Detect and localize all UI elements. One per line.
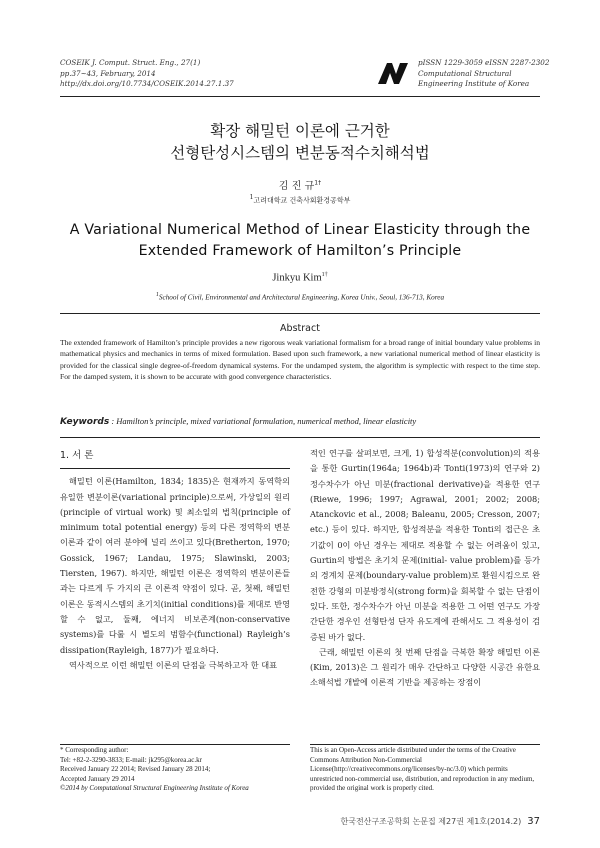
korean-author <box>60 177 540 192</box>
footnote-line: Received January 22 2014; Revised January 28 2014; <box>60 765 211 774</box>
publisher-line: Computational Structural <box>418 68 512 78</box>
english-author <box>60 272 540 284</box>
footer-journal: 한국전산구조공학회 논문집 제27권 제1호(2014.2) <box>340 817 522 826</box>
author-mark: 1† <box>314 179 322 187</box>
journal-issn <box>418 58 549 90</box>
english-title <box>60 220 540 262</box>
header-rule <box>60 96 540 97</box>
publisher-line: Engineering Institute of Korea <box>418 79 530 88</box>
abstract-heading: Abstract <box>280 323 320 334</box>
paragraph: 해밀턴 이론(Hamilton, 1834; 1835)은 현재까지 동역학의 유일한 변분이론(variational principle)으로써, 가상일의 원리(principle of virtual work) 및 최소일의 법칙(principle of minimum total potential energy) 등의 다른 정역학의 변분이론과 같이 여러 분야에 널리 쓰이고 있다(Bretherton, 1970; Gossick, 1967; Landau, 1975; Slawinski, 2003; Tiersten, 1967). 하지만, 해밀턴 이론은 정역학의 변분이론들과는 다르게 두 가지의 큰 이론적 약점이 있다. 곧, 첫째, 해밀턴 이론은 동적시스템의 초기치(initial conditions)를 제대로 반영할 수 없고, 둘째, 에너지 비보존계(non-conservative systems)를 다룰 시 별도의 범함수(functional) Rayleigh’s dissipation(Rayleigh, 1877)가 필요하다. <box>60 476 290 655</box>
footnote-line: * Corresponding author: <box>60 746 129 754</box>
english-title-line: A Variational Numerical Method of Linear Elasticity through the <box>69 222 531 238</box>
author-mark: 1† <box>321 272 328 278</box>
affil-mark: 1 <box>155 292 159 298</box>
page-footer <box>300 816 540 827</box>
footnote-line: Tel: +82-2-3290-3833; E-mail: jk295@korea.ac.kr <box>60 755 202 764</box>
paragraph: 적인 연구를 살펴보면, 크게, 1) 합성적분(convolution)의 적용을 통한 Gurtin(1964a; 1964b)과 Tonti(1973)의 연구와 2) 정수차수가 아닌 미분(fractional derivative)을 적용한 연구(Riewe, 1996; 1997; Agrawal, 2001; 2002; 2008; Atanckovic et al., 2008; Baleanu, 2005; Cresson, 2007; etc.) 등이 있다. 하지만, 합성적분을 적용한 Tonti의 접근은 초기값이 0이 아닌 경우는 제대로 적용할 수 없는 어려움이 있고, Gurtin의 방법은 초기치 문제(initial- value problem)를 등가의 경계치 문제(boundary-value problem)로 환원시킴으로 완전한 강형의 미분방정식(strong form)을 회복할 수 없는 단점이 있다. 또한, 정수차수가 아닌 미분을 적용한 그 어떤 연구도 가장 간단한 경우인 선형탄성 단자 유도계에 관해서도 그 적용성이 검증된 바가 없다. <box>310 448 540 642</box>
korean-title <box>60 120 540 164</box>
author-name: 김 진 규 <box>278 181 315 192</box>
korean-affiliation <box>60 194 540 205</box>
keywords-label: Keywords <box>60 417 110 427</box>
citation-line: COSEIK J. Comput. Struct. Eng., 27(1) <box>60 58 201 67</box>
footnote-line: ©2014 by Computational Structural Engineering Institute of Korea <box>60 784 249 793</box>
body-left-column <box>60 448 290 673</box>
section-heading: 1. 서 론 <box>60 450 94 461</box>
abstract-top-rule <box>60 313 540 314</box>
paragraph: 근래, 해밀턴 이론의 첫 번째 단점을 극복한 확장 해밀턴 이론(Kim, 2013)은 그 원리가 매우 간단하고 다양한 시공간 유한요소해석법 개발에 이론적 기반을 제공하는 장점이 <box>310 646 540 688</box>
affil-text: 고려대학교 건축사회환경공학부 <box>253 196 351 205</box>
english-title-line: Extended Framework of Hamilton’s Principle <box>138 243 462 259</box>
footnote-line: Accepted January 29 2014 <box>60 774 135 783</box>
korean-title-line: 선형탄성시스템의 변분동적수치해석법 <box>170 144 430 162</box>
section-rule <box>60 468 290 470</box>
footnote-left <box>60 746 292 794</box>
issn-line: pISSN 1229-3059 eISSN 2287-2302 <box>418 58 550 67</box>
doi-link[interactable]: http://dx.doi.org/10.7734/COSEIK.2014.27.1.37 <box>60 79 234 88</box>
body-right-column <box>310 446 540 691</box>
author-name: Jinkyu Kim <box>272 272 322 284</box>
abstract-bottom-rule <box>60 437 540 438</box>
journal-citation <box>60 58 234 90</box>
korean-title-line: 확장 해밀턴 이론에 근거한 <box>210 122 390 140</box>
paragraph: 역사적으로 이런 해밀턴 이론의 단점을 극복하고자 한 대표 <box>69 659 278 670</box>
footnote-rule-left <box>60 744 290 745</box>
english-affiliation <box>60 292 540 301</box>
footnote-right: This is an Open-Access article distributed under the terms of the Creative Commons Attribution Non-Commercial License(http://creativecommons.org/licenses/by-nc/3.0) which permits unrestricted non-commercial use, distribution, and reproduction in any medium, provided the original work is properly cited. <box>310 746 535 793</box>
affil-mark: 1 <box>249 194 254 201</box>
citation-line: pp.37~43, February, 2014 <box>60 68 156 78</box>
affil-text: School of Civil, Environmental and Architectural Engineering, Korea Univ., Seoul, 136-713, Korea <box>158 293 445 302</box>
footnote-rule-right <box>310 744 540 745</box>
keywords-text: : Hamilton’s principle, mixed variational formulation, numerical method, linear elasticity <box>111 416 417 426</box>
keywords <box>60 416 540 427</box>
page-number: 37 <box>527 816 540 827</box>
abstract-text: The extended framework of Hamilton’s principle provides a new rigorous weak variational formalism for a broad range of initial boundary value problems in mathematical physics and mechanics in terms of mixed formulation. Based upon such framework, a new variational numerical method of linear elasticity is provided for the classical single degree-of-freedom dynamical systems. For the undamped system, the algorithm is symplectic with respect to the time step. For the damped system, it is shown to be accurate with good convergence characteristics. <box>60 338 540 381</box>
journal-logo-icon <box>376 60 410 86</box>
